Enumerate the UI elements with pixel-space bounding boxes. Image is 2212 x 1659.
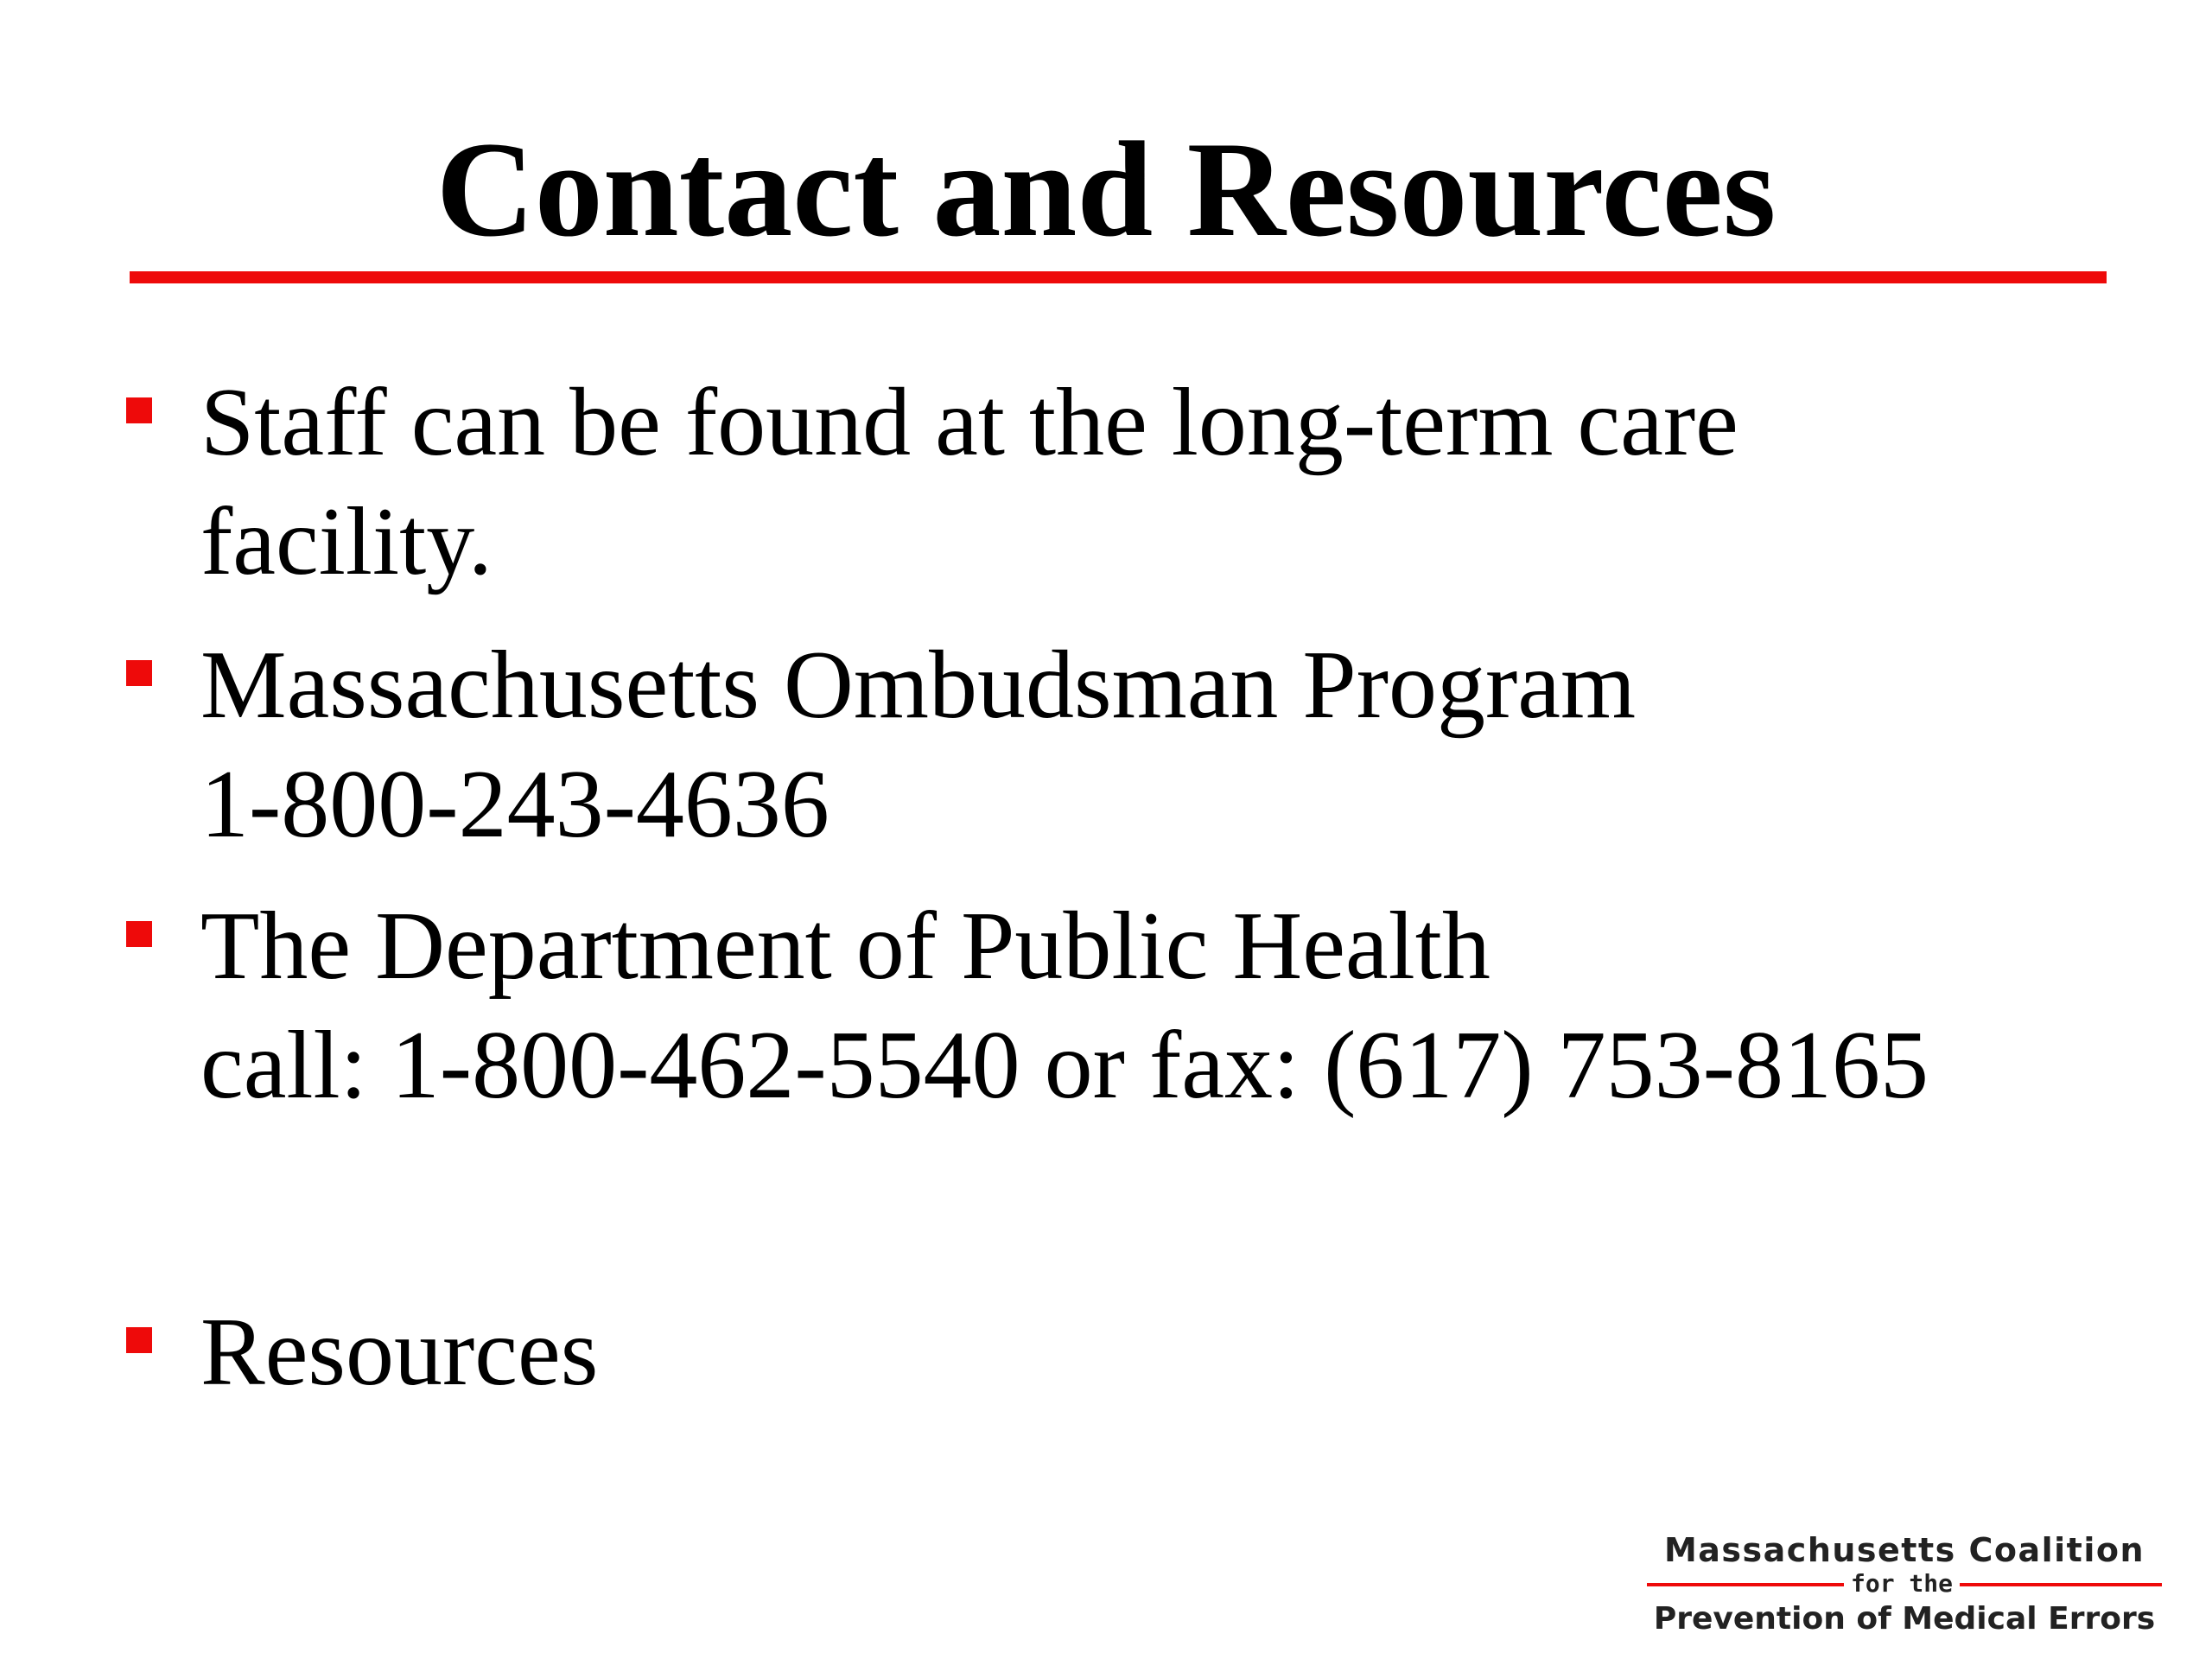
bullet-text [200,1293,2084,1412]
bullet-line: Resources [200,1299,599,1406]
bullet-text [200,887,2084,1125]
coalition-logo [1647,1531,2162,1638]
bullet-contact-numbers: call: 1-800-462-5540 or fax: (617) 753-8165 [200,1012,1929,1119]
bullet-square-icon [126,397,152,423]
bullet-line: The Department of Public Health [200,893,1491,1000]
logo-divider [1647,1569,2162,1599]
bullet-square-icon [126,1327,152,1353]
bullet-line: Massachusetts Ombudsman Program [200,632,1637,739]
bullet-square-icon [126,660,152,686]
bullet-line: Staff can be found at the long-term care [200,369,1738,476]
bullet-line: facility. [200,488,493,595]
bullet-square-icon [126,921,152,947]
logo-line-mission: Prevention of Medical Errors [1653,1601,2156,1637]
bullet-text [200,626,2084,864]
bullet-phone: 1-800-243-4636 [200,751,830,858]
logo-line-organization: Massachusetts Coalition [1663,1531,2145,1569]
logo-line-connector: for the [1850,1569,1953,1598]
logo-rule-right [1960,1583,2162,1586]
bullet-text [200,363,2084,601]
logo-rule-left [1647,1583,1844,1586]
slide-title: Contact and Resources [435,114,1777,265]
